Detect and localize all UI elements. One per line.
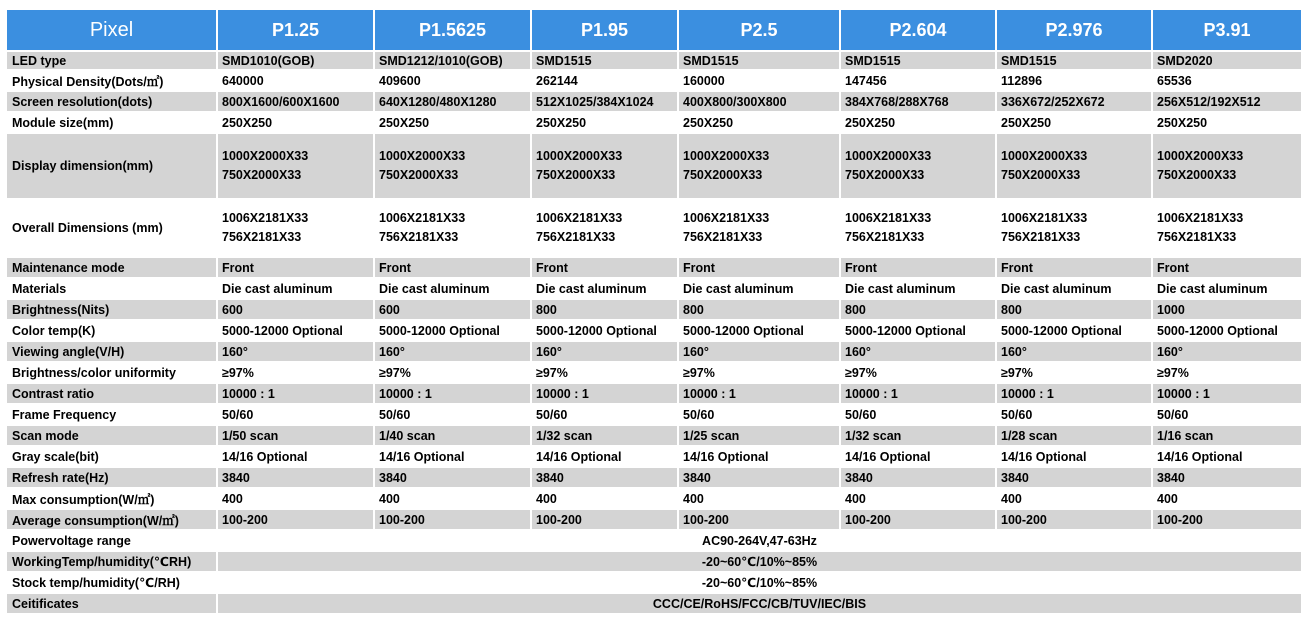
value-cell: 400 — [532, 489, 677, 508]
value-cell: 512X1025/384X1024 — [532, 92, 677, 111]
value-cell: 100-200 — [679, 510, 839, 529]
value-cell: 336X672/252X672 — [997, 92, 1151, 111]
row-label: Color temp(K) — [7, 321, 216, 340]
value-cell: Die cast aluminum — [375, 279, 530, 298]
header-cell-model: P1.5625 — [375, 10, 530, 50]
value-cell: 250X250 — [841, 113, 995, 132]
value-cell: 10000 : 1 — [997, 384, 1151, 403]
value-line: 1000X2000X33 — [1001, 149, 1088, 163]
value-cell: 3840 — [679, 468, 839, 487]
value-line: 756X2181X33 — [683, 230, 763, 244]
value-cell — [532, 134, 677, 198]
table-row — [7, 200, 1301, 256]
value-cell: ≥97% — [532, 363, 677, 382]
merged-value-cell: -20~60℃/10%~85% — [218, 552, 1301, 571]
value-cell: Die cast aluminum — [679, 279, 839, 298]
row-label: Contrast ratio — [7, 384, 216, 403]
value-line: 1000X2000X33 — [1157, 149, 1244, 163]
value-cell: Front — [841, 258, 995, 277]
value-cell: ≥97% — [375, 363, 530, 382]
value-cell: 160° — [532, 342, 677, 361]
value-cell: 14/16 Optional — [218, 447, 373, 466]
header-cell-model: P1.95 — [532, 10, 677, 50]
value-line: 756X2181X33 — [536, 230, 616, 244]
value-cell — [679, 200, 839, 256]
value-line: 750X2000X33 — [1157, 168, 1237, 182]
table-row — [7, 447, 1301, 466]
row-label: Frame Frequency — [7, 405, 216, 424]
table-row — [7, 573, 1301, 592]
value-cell: 400 — [841, 489, 995, 508]
value-line: 1006X2181X33 — [1157, 211, 1244, 225]
value-cell: 5000-12000 Optional — [375, 321, 530, 340]
row-label: Module size(mm) — [7, 113, 216, 132]
value-line: 756X2181X33 — [845, 230, 925, 244]
value-cell: 160° — [1153, 342, 1301, 361]
value-cell: 50/60 — [997, 405, 1151, 424]
value-cell: 600 — [218, 300, 373, 319]
value-cell: 400 — [218, 489, 373, 508]
value-cell: 50/60 — [679, 405, 839, 424]
row-label: Max consumption(W/㎡) — [7, 489, 216, 508]
value-cell: 1/32 scan — [841, 426, 995, 445]
value-cell: 250X250 — [679, 113, 839, 132]
table-row — [7, 363, 1301, 382]
table-row — [7, 552, 1301, 571]
value-line: 1006X2181X33 — [222, 211, 309, 225]
value-cell: 3840 — [218, 468, 373, 487]
table-row — [7, 489, 1301, 508]
value-cell: 400 — [679, 489, 839, 508]
value-line: 1006X2181X33 — [845, 211, 932, 225]
value-cell: Die cast aluminum — [532, 279, 677, 298]
value-cell: Die cast aluminum — [218, 279, 373, 298]
header-cell-pixel: Pixel — [7, 10, 216, 50]
row-label: Brightness(Nits) — [7, 300, 216, 319]
value-cell: 800 — [997, 300, 1151, 319]
value-line: 756X2181X33 — [379, 230, 459, 244]
value-cell: 400 — [997, 489, 1151, 508]
value-cell: SMD1515 — [841, 52, 995, 69]
value-line: 756X2181X33 — [1157, 230, 1237, 244]
value-cell: ≥97% — [841, 363, 995, 382]
value-cell — [218, 200, 373, 256]
value-cell: 250X250 — [997, 113, 1151, 132]
value-cell: 3840 — [375, 468, 530, 487]
value-cell: SMD1212/1010(GOB) — [375, 52, 530, 69]
value-cell: 1/40 scan — [375, 426, 530, 445]
value-cell: 100-200 — [997, 510, 1151, 529]
row-label: Physical Density(Dots/㎡) — [7, 71, 216, 90]
value-line: 1000X2000X33 — [845, 149, 932, 163]
value-cell: 1/16 scan — [1153, 426, 1301, 445]
value-cell: 3840 — [1153, 468, 1301, 487]
value-line: 1000X2000X33 — [379, 149, 466, 163]
value-cell: 50/60 — [375, 405, 530, 424]
value-line: 1000X2000X33 — [222, 149, 309, 163]
value-cell — [997, 200, 1151, 256]
row-label: Gray scale(bit) — [7, 447, 216, 466]
merged-value-cell: CCC/CE/RoHS/FCC/CB/TUV/IEC/BIS — [218, 594, 1301, 613]
value-line: 1006X2181X33 — [683, 211, 770, 225]
table-row — [7, 52, 1301, 69]
value-line: 750X2000X33 — [1001, 168, 1081, 182]
table-row — [7, 321, 1301, 340]
value-cell: 10000 : 1 — [1153, 384, 1301, 403]
value-cell: 3840 — [532, 468, 677, 487]
value-cell: 160° — [218, 342, 373, 361]
value-line: 750X2000X33 — [845, 168, 925, 182]
row-label: Scan mode — [7, 426, 216, 445]
row-label: LED type — [7, 52, 216, 69]
value-cell: 800 — [679, 300, 839, 319]
value-cell: 10000 : 1 — [679, 384, 839, 403]
table-row — [7, 384, 1301, 403]
value-cell: 640X1280/480X1280 — [375, 92, 530, 111]
value-cell: 5000-12000 Optional — [1153, 321, 1301, 340]
value-cell: 50/60 — [841, 405, 995, 424]
value-cell: 50/60 — [1153, 405, 1301, 424]
value-cell: 800 — [841, 300, 995, 319]
merged-value-cell: -20~60℃/10%~85% — [218, 573, 1301, 592]
header-cell-model: P2.604 — [841, 10, 995, 50]
value-cell: 160° — [375, 342, 530, 361]
value-cell: 800 — [532, 300, 677, 319]
value-cell: ≥97% — [218, 363, 373, 382]
row-label: WorkingTemp/humidity(℃RH) — [7, 552, 216, 571]
table-row — [7, 71, 1301, 90]
value-cell: Front — [997, 258, 1151, 277]
value-cell: 112896 — [997, 71, 1151, 90]
value-line: 750X2000X33 — [222, 168, 302, 182]
row-label: Overall Dimensions (mm) — [7, 200, 216, 256]
value-line: 1000X2000X33 — [683, 149, 770, 163]
value-cell: 400X800/300X800 — [679, 92, 839, 111]
value-cell: 147456 — [841, 71, 995, 90]
value-line: 756X2181X33 — [222, 230, 302, 244]
value-cell: 1/50 scan — [218, 426, 373, 445]
value-cell: 1/28 scan — [997, 426, 1151, 445]
row-label: Screen resolution(dots) — [7, 92, 216, 111]
value-cell: Front — [679, 258, 839, 277]
value-cell: 250X250 — [218, 113, 373, 132]
value-cell — [218, 134, 373, 198]
value-cell: 600 — [375, 300, 530, 319]
value-cell: Front — [532, 258, 677, 277]
value-cell — [997, 134, 1151, 198]
value-cell: 65536 — [1153, 71, 1301, 90]
value-cell — [1153, 200, 1301, 256]
value-cell: ≥97% — [997, 363, 1151, 382]
value-cell: 14/16 Optional — [997, 447, 1151, 466]
value-cell: ≥97% — [679, 363, 839, 382]
value-cell: ≥97% — [1153, 363, 1301, 382]
value-cell — [375, 200, 530, 256]
value-cell: 160° — [841, 342, 995, 361]
value-cell — [375, 134, 530, 198]
value-cell: 5000-12000 Optional — [532, 321, 677, 340]
row-label: Display dimension(mm) — [7, 134, 216, 198]
value-cell: 160° — [997, 342, 1151, 361]
value-cell: SMD1515 — [532, 52, 677, 69]
table-row — [7, 342, 1301, 361]
value-cell: 1000 — [1153, 300, 1301, 319]
row-label: Ceitificates — [7, 594, 216, 613]
value-cell: 14/16 Optional — [375, 447, 530, 466]
value-cell: 14/16 Optional — [841, 447, 995, 466]
row-label: Powervoltage range — [7, 531, 216, 550]
value-cell: 100-200 — [1153, 510, 1301, 529]
value-cell: 5000-12000 Optional — [997, 321, 1151, 340]
value-line: 1006X2181X33 — [379, 211, 466, 225]
value-cell: 160000 — [679, 71, 839, 90]
value-cell: 640000 — [218, 71, 373, 90]
value-cell: 100-200 — [375, 510, 530, 529]
value-cell: 3840 — [997, 468, 1151, 487]
value-cell: Front — [1153, 258, 1301, 277]
value-cell: Die cast aluminum — [997, 279, 1151, 298]
value-cell — [841, 134, 995, 198]
value-cell: Die cast aluminum — [1153, 279, 1301, 298]
value-line: 756X2181X33 — [1001, 230, 1081, 244]
row-label: Stock temp/humidity(℃/RH) — [7, 573, 216, 592]
value-line: 1006X2181X33 — [1001, 211, 1088, 225]
value-cell: 5000-12000 Optional — [841, 321, 995, 340]
value-cell — [679, 134, 839, 198]
value-cell: 5000-12000 Optional — [218, 321, 373, 340]
row-label: Refresh rate(Hz) — [7, 468, 216, 487]
value-line: 750X2000X33 — [379, 168, 459, 182]
value-cell: 400 — [1153, 489, 1301, 508]
value-cell: Front — [375, 258, 530, 277]
header-cell-model: P3.91 — [1153, 10, 1301, 50]
table-row — [7, 113, 1301, 132]
row-label: Materials — [7, 279, 216, 298]
value-cell: 400 — [375, 489, 530, 508]
header-cell-model: P2.976 — [997, 10, 1151, 50]
header-cell-model: P2.5 — [679, 10, 839, 50]
table-row — [7, 405, 1301, 424]
value-cell: Front — [218, 258, 373, 277]
value-cell: 100-200 — [841, 510, 995, 529]
value-line: 1000X2000X33 — [536, 149, 623, 163]
value-cell: 10000 : 1 — [532, 384, 677, 403]
value-cell: 800X1600/600X1600 — [218, 92, 373, 111]
value-cell: 409600 — [375, 71, 530, 90]
value-cell: SMD2020 — [1153, 52, 1301, 69]
value-cell: 14/16 Optional — [532, 447, 677, 466]
value-line: 750X2000X33 — [536, 168, 616, 182]
value-cell: 10000 : 1 — [375, 384, 530, 403]
value-cell — [532, 200, 677, 256]
row-label: Viewing angle(V/H) — [7, 342, 216, 361]
value-cell: 160° — [679, 342, 839, 361]
value-cell: 250X250 — [375, 113, 530, 132]
value-cell: 5000-12000 Optional — [679, 321, 839, 340]
table-row — [7, 92, 1301, 111]
spec-table-body — [7, 52, 1301, 613]
value-cell: 100-200 — [532, 510, 677, 529]
value-cell: 10000 : 1 — [841, 384, 995, 403]
value-cell: 262144 — [532, 71, 677, 90]
value-cell: 14/16 Optional — [1153, 447, 1301, 466]
header-row — [7, 10, 1301, 50]
spec-table — [5, 8, 1303, 615]
row-label: Brightness/color uniformity — [7, 363, 216, 382]
value-cell — [1153, 134, 1301, 198]
value-cell: 3840 — [841, 468, 995, 487]
value-cell: 384X768/288X768 — [841, 92, 995, 111]
value-cell: 100-200 — [218, 510, 373, 529]
header-cell-model: P1.25 — [218, 10, 373, 50]
row-label: Maintenance mode — [7, 258, 216, 277]
value-cell: 256X512/192X512 — [1153, 92, 1301, 111]
value-line: 750X2000X33 — [683, 168, 763, 182]
value-cell — [841, 200, 995, 256]
table-row — [7, 300, 1301, 319]
row-label: Average consumption(W/㎡) — [7, 510, 216, 529]
table-row — [7, 279, 1301, 298]
value-cell: SMD1010(GOB) — [218, 52, 373, 69]
table-row — [7, 510, 1301, 529]
table-row — [7, 468, 1301, 487]
value-cell: 1/25 scan — [679, 426, 839, 445]
value-cell: 14/16 Optional — [679, 447, 839, 466]
table-row — [7, 134, 1301, 198]
value-cell: 1/32 scan — [532, 426, 677, 445]
value-cell: 250X250 — [1153, 113, 1301, 132]
table-row — [7, 258, 1301, 277]
value-cell: SMD1515 — [679, 52, 839, 69]
value-cell: Die cast aluminum — [841, 279, 995, 298]
value-cell: 50/60 — [532, 405, 677, 424]
table-row — [7, 426, 1301, 445]
value-line: 1006X2181X33 — [536, 211, 623, 225]
value-cell: 250X250 — [532, 113, 677, 132]
value-cell: 10000 : 1 — [218, 384, 373, 403]
table-row — [7, 594, 1301, 613]
merged-value-cell: AC90-264V,47-63Hz — [218, 531, 1301, 550]
value-cell: 50/60 — [218, 405, 373, 424]
table-row — [7, 531, 1301, 550]
value-cell: SMD1515 — [997, 52, 1151, 69]
